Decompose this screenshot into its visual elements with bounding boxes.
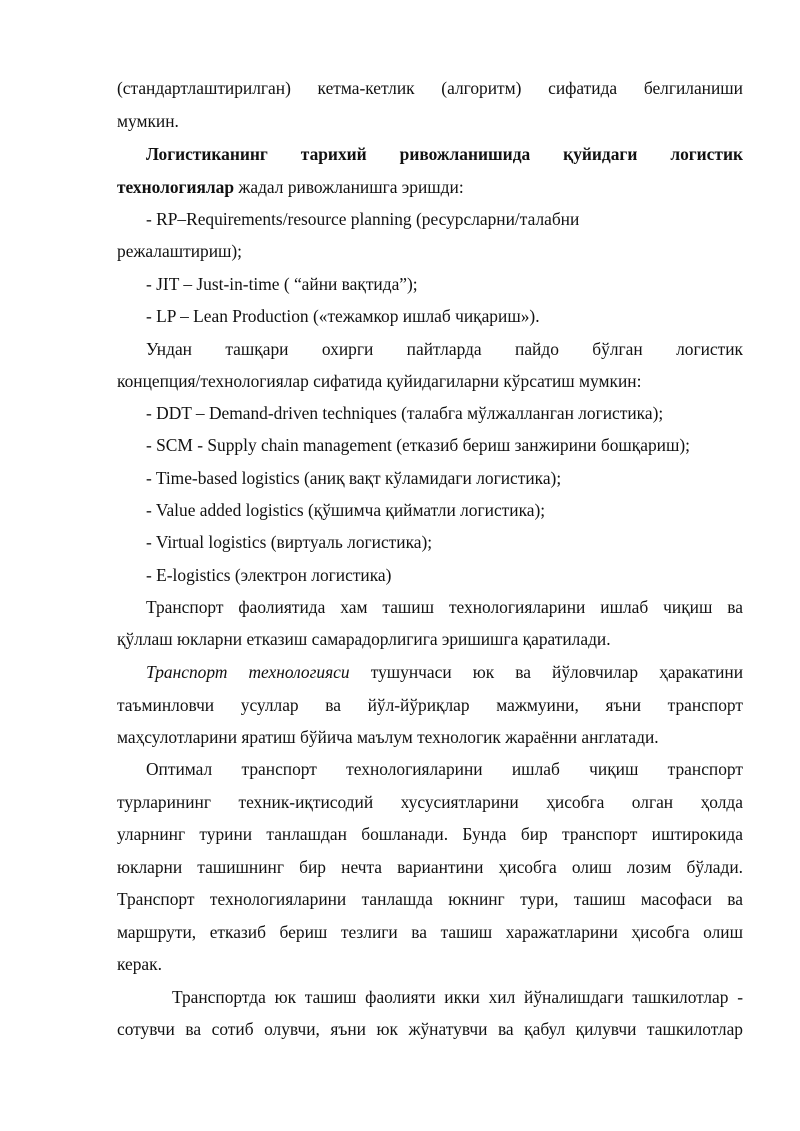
- list-item: - RP–Requirements/resource planning (ресурсларни/талабни: [146, 209, 580, 229]
- text-line: (стандартлаштирилган) кетма-кетлик (алгоритм) сифатида белгиланиши: [117, 78, 743, 98]
- text-line: концепция/технологиялар сифатида қуйидагиларни кўрсатиш мумкин:: [117, 371, 642, 391]
- text-line: Логистиканинг тарихий ривожланишида қуйидаги логистик: [146, 144, 743, 164]
- text-line: Ундан ташқари охирги пайтларда пайдо бўлган логистик: [146, 339, 743, 359]
- text-line: Транспорт технологияси тушунчаси юк ва йўловчилар ҳаракатини: [146, 662, 743, 682]
- text-line: сотувчи ва сотиб олувчи, яъни юк жўнатувчи ва қабул қилувчи ташкилотлар: [117, 1019, 743, 1039]
- list-item: - Virtual logistics (виртуаль логистика);: [146, 532, 433, 552]
- list-item: - E-logistics (электрон логистика): [146, 565, 392, 585]
- text-line: маҳсулотларини яратиш бўйича маълум технологик жараённи англатади.: [117, 727, 659, 747]
- text-line: режалаштириш);: [117, 241, 243, 261]
- text-line: Транспорт технологияларини танлашда юкнинг тури, ташиш масофаси ва: [117, 889, 743, 909]
- text-line: маршрути, етказиб бериш тезлиги ва ташиш харажатларини ҳисобга олиш: [117, 922, 743, 942]
- list-item: - LP – Lean Production («тежамкор ишлаб чиқариш»).: [146, 306, 540, 326]
- text-line: мумкин.: [117, 111, 179, 131]
- list-item: - Value added logistics (қўшимча қийматли логистика);: [146, 500, 546, 520]
- text-line: технологиялар жадал ривожланишга эришди:: [117, 177, 464, 197]
- text-line: Оптимал транспорт технологияларини ишлаб чиқиш транспорт: [146, 759, 743, 779]
- list-item: - JIT – Just-in-time ( “айни вақтида”);: [146, 274, 418, 294]
- text-line: керак.: [117, 954, 162, 974]
- text-line: таъминловчи усуллар ва йўл-йўриқлар мажмуини, яъни транспорт: [117, 695, 743, 715]
- text-line: уларнинг турини танлашдан бошланади. Бунда бир транспорт иштирокида: [117, 824, 743, 844]
- text-line: қўллаш юкларни етказиш самарадорлигига эришишга қаратилади.: [117, 629, 611, 649]
- text-line: Транспорт фаолиятида хам ташиш технологияларини ишлаб чиқиш ва: [146, 597, 743, 617]
- text-line: Транспортда юк ташиш фаолияти икки хил йўналишдаги ташкилотлар -: [172, 987, 743, 1007]
- list-item: - DDT – Demand-driven techniques (талабга мўлжалланган логистика);: [146, 403, 664, 423]
- text-line: юкларни ташишнинг бир нечта вариантини ҳисобга олиш лозим бўлади.: [117, 857, 743, 877]
- list-item: - Time-based logistics (аниқ вақт кўламидаги логистика);: [146, 468, 562, 488]
- list-item: - SCM - Supply chain management (етказиб бериш занжирини бошқариш);: [146, 435, 690, 455]
- text-line: турларининг техник-иқтисодий хусусиятларини ҳисобга олган ҳолда: [117, 792, 743, 812]
